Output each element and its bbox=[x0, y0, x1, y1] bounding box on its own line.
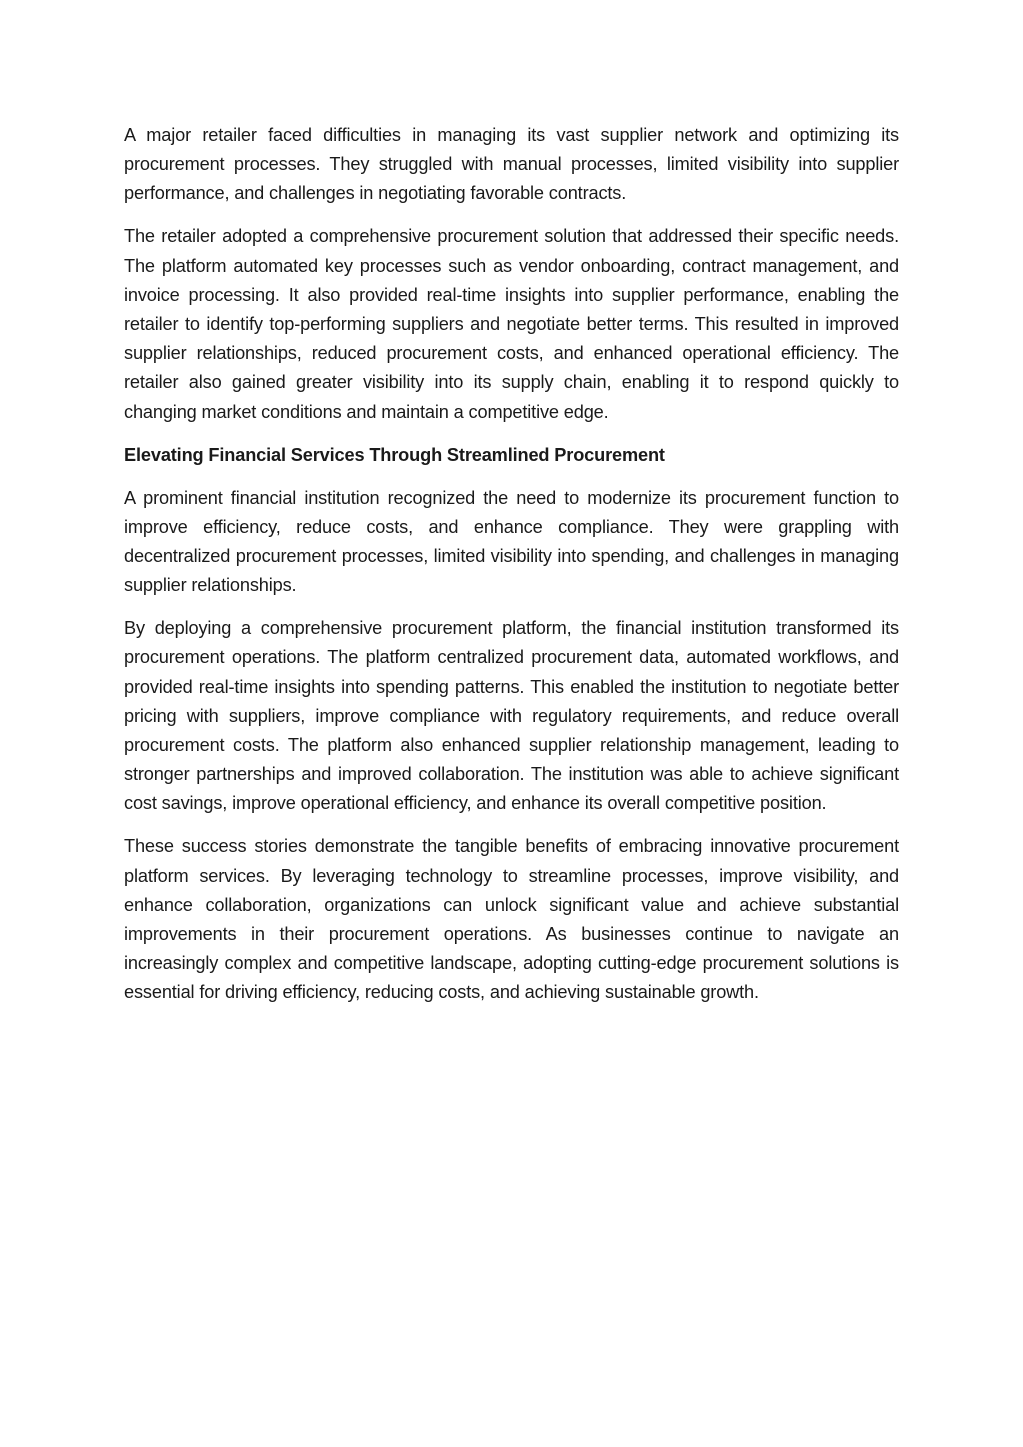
paragraph-retailer-solution: The retailer adopted a comprehensive procurement solution that addressed their specific needs. The platform automated key processes such as vendor onboarding, contract management, and invoice processing. It also provided real-time insights into supplier performance, enabling the retailer to identify top-performing suppliers and negotiate better terms. This resulted in improved supplier relationships, reduced procurement costs, and enhanced operational efficiency. The retailer also gained greater visibility into its supply chain, enabling it to respond quickly to changing market conditions and maintain a competitive edge. bbox=[124, 226, 899, 422]
section-heading: Elevating Financial Services Through Streamlined Procurement bbox=[124, 444, 665, 465]
document-page bbox=[124, 121, 899, 1021]
paragraph-financial-solution: By deploying a comprehensive procurement platform, the financial institution transformed its procurement operations. The platform centralized procurement data, automated workflows, and provided real-time insights into spending patterns. This enabled the institution to negotiate better pricing with suppliers, improve compliance with regulatory requirements, and reduce overall procurement costs. The platform also enhanced supplier relationship management, leading to stronger partnerships and improved collaboration. The institution was able to achieve significant cost savings, improve operational efficiency, and enhance its overall competitive position. bbox=[124, 618, 899, 814]
paragraph-conclusion: These success stories demonstrate the tangible benefits of embracing innovative procurement platform services. By leveraging technology to streamline processes, improve visibility, and enhance collaboration, organizations can unlock significant value and achieve substantial improvements in their procurement operations. As businesses continue to navigate an increasingly complex and competitive landscape, adopting cutting-edge procurement solutions is essential for driving efficiency, reducing costs, and achieving sustainable growth. bbox=[124, 836, 899, 1003]
paragraph-financial-challenge: A prominent financial institution recognized the need to modernize its procurement function to improve efficiency, reduce costs, and enhance compliance. They were grappling with decentralized procurement processes, limited visibility into spending, and challenges in managing supplier relationships. bbox=[124, 487, 899, 596]
paragraph-retailer-challenge: A major retailer faced difficulties in managing its vast supplier network and optimizing its procurement processes. They struggled with manual processes, limited visibility into supplier performance, and challenges in negotiating favorable contracts. bbox=[124, 125, 899, 204]
